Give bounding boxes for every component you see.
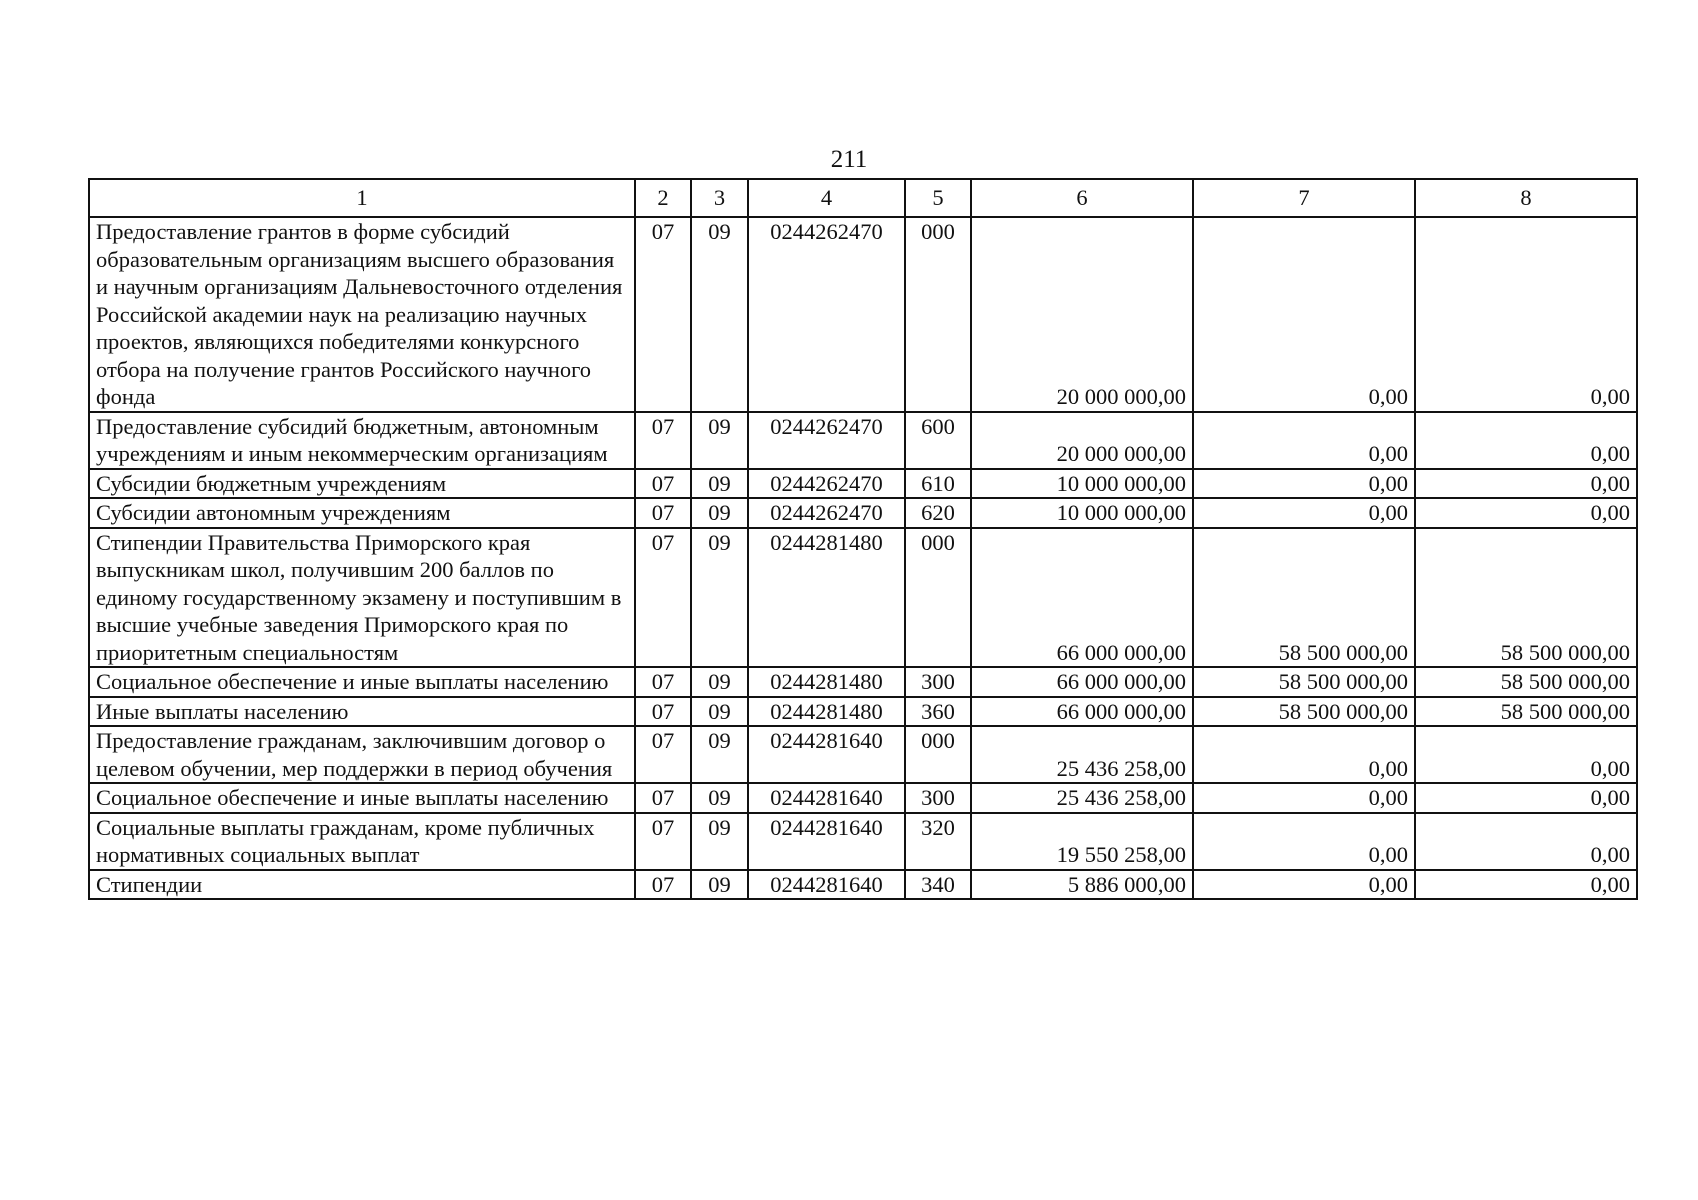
row-target-article: 0244262470 (748, 412, 905, 469)
row-target-article: 0244281480 (748, 697, 905, 727)
column-header-subsection: 3 (691, 179, 748, 217)
row-target-article: 0244262470 (748, 498, 905, 528)
row-subsection: 09 (691, 813, 748, 870)
row-target-article: 0244281640 (748, 813, 905, 870)
row-name: Социальное обеспечение и иные выплаты населению (89, 667, 635, 697)
row-name: Предоставление субсидий бюджетным, автономным учреждениям и иным некоммерческим организациям (89, 412, 635, 469)
row-name: Субсидии автономным учреждениям (89, 498, 635, 528)
row-subsection: 09 (691, 412, 748, 469)
row-amount-3: 0,00 (1415, 870, 1637, 900)
row-section: 07 (635, 469, 691, 499)
row-amount-2: 0,00 (1193, 498, 1415, 528)
row-name: Социальные выплаты гражданам, кроме публичных нормативных социальных выплат (89, 813, 635, 870)
table-row (89, 498, 1637, 528)
header-row (89, 179, 1637, 217)
row-expense-type: 610 (905, 469, 971, 499)
table-row (89, 726, 1637, 783)
row-section: 07 (635, 528, 691, 668)
row-expense-type: 360 (905, 697, 971, 727)
row-name: Иные выплаты населению (89, 697, 635, 727)
row-target-article: 0244262470 (748, 217, 905, 412)
row-amount-3: 0,00 (1415, 813, 1637, 870)
row-amount-1: 66 000 000,00 (971, 528, 1193, 668)
row-section: 07 (635, 697, 691, 727)
row-amount-2: 0,00 (1193, 469, 1415, 499)
row-subsection: 09 (691, 667, 748, 697)
row-target-article: 0244281480 (748, 528, 905, 668)
row-amount-3: 58 500 000,00 (1415, 697, 1637, 727)
row-subsection: 09 (691, 469, 748, 499)
row-section: 07 (635, 870, 691, 900)
row-name: Предоставление грантов в форме субсидий образовательным организациям высшего образования и научным организациям Дальневосточного отделения Российской академии наук на реализацию научных проектов, являющихся победителями конкурсного отбора на получение грантов Российского научного фонда (89, 217, 635, 412)
table-row (89, 870, 1637, 900)
row-amount-1: 66 000 000,00 (971, 697, 1193, 727)
table-row (89, 412, 1637, 469)
row-subsection: 09 (691, 217, 748, 412)
row-expense-type: 600 (905, 412, 971, 469)
table-row (89, 528, 1637, 668)
row-amount-1: 25 436 258,00 (971, 726, 1193, 783)
row-amount-3: 58 500 000,00 (1415, 667, 1637, 697)
row-amount-3: 0,00 (1415, 469, 1637, 499)
row-subsection: 09 (691, 697, 748, 727)
row-expense-type: 340 (905, 870, 971, 900)
row-expense-type: 300 (905, 667, 971, 697)
row-amount-3: 0,00 (1415, 412, 1637, 469)
row-amount-1: 5 886 000,00 (971, 870, 1193, 900)
row-section: 07 (635, 412, 691, 469)
table-header (89, 179, 1637, 217)
row-expense-type: 620 (905, 498, 971, 528)
row-amount-1: 66 000 000,00 (971, 667, 1193, 697)
row-amount-2: 0,00 (1193, 412, 1415, 469)
column-header-amount-3: 8 (1415, 179, 1637, 217)
row-amount-3: 0,00 (1415, 726, 1637, 783)
row-amount-2: 0,00 (1193, 813, 1415, 870)
row-name: Субсидии бюджетным учреждениям (89, 469, 635, 499)
row-amount-1: 20 000 000,00 (971, 217, 1193, 412)
row-section: 07 (635, 217, 691, 412)
row-amount-2: 0,00 (1193, 783, 1415, 813)
row-name: Социальное обеспечение и иные выплаты населению (89, 783, 635, 813)
row-target-article: 0244281480 (748, 667, 905, 697)
column-header-expense-type: 5 (905, 179, 971, 217)
row-amount-2: 58 500 000,00 (1193, 697, 1415, 727)
column-header-section: 2 (635, 179, 691, 217)
table-row (89, 217, 1637, 412)
row-amount-3: 0,00 (1415, 783, 1637, 813)
row-amount-3: 0,00 (1415, 217, 1637, 412)
row-amount-2: 58 500 000,00 (1193, 667, 1415, 697)
row-target-article: 0244281640 (748, 726, 905, 783)
row-subsection: 09 (691, 870, 748, 900)
row-amount-1: 10 000 000,00 (971, 469, 1193, 499)
row-subsection: 09 (691, 783, 748, 813)
row-amount-1: 19 550 258,00 (971, 813, 1193, 870)
row-amount-3: 0,00 (1415, 498, 1637, 528)
row-expense-type: 300 (905, 783, 971, 813)
row-subsection: 09 (691, 528, 748, 668)
row-expense-type: 000 (905, 528, 971, 668)
row-amount-2: 0,00 (1193, 726, 1415, 783)
row-target-article: 0244262470 (748, 469, 905, 499)
row-name: Стипендии Правительства Приморского края выпускникам школ, получившим 200 баллов по единому государственному экзамену и поступившим в высшие учебные заведения Приморского края по приоритетным специальностям (89, 528, 635, 668)
table-body (89, 217, 1637, 899)
row-expense-type: 000 (905, 217, 971, 412)
row-section: 07 (635, 667, 691, 697)
row-expense-type: 000 (905, 726, 971, 783)
table-row (89, 697, 1637, 727)
table-row (89, 469, 1637, 499)
row-section: 07 (635, 813, 691, 870)
row-target-article: 0244281640 (748, 783, 905, 813)
row-subsection: 09 (691, 726, 748, 783)
row-amount-2: 0,00 (1193, 217, 1415, 412)
row-amount-1: 25 436 258,00 (971, 783, 1193, 813)
row-amount-3: 58 500 000,00 (1415, 528, 1637, 668)
row-amount-2: 0,00 (1193, 870, 1415, 900)
column-header-amount-2: 7 (1193, 179, 1415, 217)
row-section: 07 (635, 783, 691, 813)
row-section: 07 (635, 726, 691, 783)
row-amount-1: 20 000 000,00 (971, 412, 1193, 469)
column-header-target-article: 4 (748, 179, 905, 217)
row-name: Предоставление гражданам, заключившим договор о целевом обучении, мер поддержки в период обучения (89, 726, 635, 783)
row-subsection: 09 (691, 498, 748, 528)
row-name: Стипендии (89, 870, 635, 900)
row-section: 07 (635, 498, 691, 528)
column-header-name: 1 (89, 179, 635, 217)
budget-table (88, 178, 1638, 900)
table-row (89, 667, 1637, 697)
table-row (89, 783, 1637, 813)
table-row (89, 813, 1637, 870)
row-amount-2: 58 500 000,00 (1193, 528, 1415, 668)
row-expense-type: 320 (905, 813, 971, 870)
page-number: 211 (830, 146, 868, 173)
row-target-article: 0244281640 (748, 870, 905, 900)
row-amount-1: 10 000 000,00 (971, 498, 1193, 528)
column-header-amount-1: 6 (971, 179, 1193, 217)
